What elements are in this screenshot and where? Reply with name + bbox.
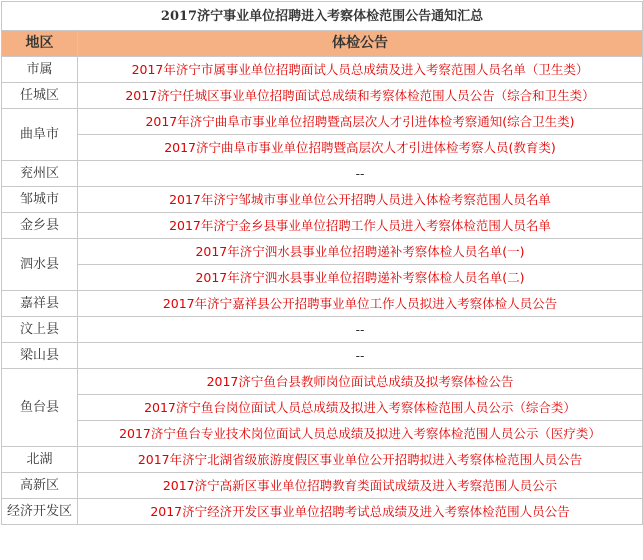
notice-empty-cell: --	[78, 317, 643, 343]
header-row	[2, 31, 643, 57]
region-cell: 邹城市	[2, 187, 78, 213]
table-title: 2017济宁事业单位招聘进入考察体检范围公告通知汇总	[2, 2, 643, 31]
notice-cell	[78, 213, 643, 239]
notice-link[interactable]: 2017年济宁曲阜市事业单位招聘暨高层次人才引进体检考察通知(综合卫生类)	[145, 114, 575, 129]
notice-cell	[78, 473, 643, 499]
table-row	[2, 109, 643, 135]
table-row	[2, 447, 643, 473]
region-cell: 市属	[2, 57, 78, 83]
table-row	[2, 83, 643, 109]
notice-empty-cell: --	[78, 161, 643, 187]
table-row	[2, 265, 643, 291]
table-row	[2, 395, 643, 421]
table-row	[2, 317, 643, 343]
region-cell: 兖州区	[2, 161, 78, 187]
page	[0, 1, 643, 560]
region-cell: 汶上县	[2, 317, 78, 343]
notice-cell	[78, 291, 643, 317]
notice-cell	[78, 239, 643, 265]
region-cell: 曲阜市	[2, 109, 78, 161]
notice-link[interactable]: 2017年济宁泗水县事业单位招聘递补考察体检人员名单(二)	[195, 270, 525, 285]
notice-link[interactable]: 2017年济宁金乡县事业单位招聘工作人员进入考察体检范围人员名单	[169, 218, 551, 233]
notice-cell	[78, 83, 643, 109]
notice-link[interactable]: 2017年济宁邹城市事业单位公开招聘人员进入体检考察范围人员名单	[169, 192, 551, 207]
notice-cell	[78, 395, 643, 421]
region-cell: 鱼台县	[2, 369, 78, 447]
notice-link[interactable]: 2017济宁鱼台岗位面试人员总成绩及拟进入考察体检范围人员公示（综合类）	[144, 400, 576, 415]
notice-link[interactable]: 2017济宁经济开发区事业单位招聘考试总成绩及进入考察体检范围人员公告	[150, 504, 570, 519]
notice-link[interactable]: 2017济宁任城区事业单位招聘面试总成绩和考察体检范围人员公告（综合和卫生类）	[125, 88, 595, 103]
notice-link[interactable]: 2017济宁鱼台专业技术岗位面试人员总成绩及拟进入考察体检范围人员公示（医疗类）	[119, 426, 601, 441]
region-cell: 高新区	[2, 473, 78, 499]
notice-cell	[78, 135, 643, 161]
table-row	[2, 161, 643, 187]
notice-link[interactable]: 2017济宁鱼台县教师岗位面试总成绩及拟考察体检公告	[206, 374, 514, 389]
notice-cell	[78, 57, 643, 83]
table-row	[2, 135, 643, 161]
region-header: 地区	[2, 31, 78, 57]
notice-cell	[78, 447, 643, 473]
region-cell: 梁山县	[2, 343, 78, 369]
title-row	[2, 2, 643, 31]
notice-cell	[78, 369, 643, 395]
notice-cell	[78, 421, 643, 447]
table-row	[2, 369, 643, 395]
table-row	[2, 343, 643, 369]
table-row	[2, 239, 643, 265]
table-row	[2, 499, 643, 525]
region-cell: 任城区	[2, 83, 78, 109]
notice-cell	[78, 265, 643, 291]
region-cell: 金乡县	[2, 213, 78, 239]
region-cell: 北湖	[2, 447, 78, 473]
notice-empty-cell: --	[78, 343, 643, 369]
table-row	[2, 187, 643, 213]
region-cell: 经济开发区	[2, 499, 78, 525]
table-row	[2, 213, 643, 239]
table-row	[2, 421, 643, 447]
notice-link[interactable]: 2017年济宁市属事业单位招聘面试人员总成绩及进入考察范围人员名单（卫生类）	[131, 62, 589, 77]
notice-link[interactable]: 2017年济宁嘉祥县公开招聘事业单位工作人员拟进入考察体检人员公告	[162, 296, 558, 311]
table-row	[2, 473, 643, 499]
summary-table	[1, 1, 643, 525]
notice-link[interactable]: 2017济宁曲阜市事业单位招聘暨高层次人才引进体检考察人员(教育类)	[164, 140, 556, 155]
notice-header: 体检公告	[78, 31, 643, 57]
notice-link[interactable]: 2017年济宁泗水县事业单位招聘递补考察体检人员名单(一)	[195, 244, 525, 259]
table-row	[2, 57, 643, 83]
table-body	[2, 57, 643, 525]
notice-link[interactable]: 2017济宁高新区事业单位招聘教育类面试成绩及进入考察范围人员公示	[162, 478, 558, 493]
notice-link[interactable]: 2017年济宁北湖省级旅游度假区事业单位公开招聘拟进入考察体检范围人员公告	[137, 452, 583, 467]
table-row	[2, 291, 643, 317]
notice-cell	[78, 187, 643, 213]
region-cell: 泗水县	[2, 239, 78, 291]
region-cell: 嘉祥县	[2, 291, 78, 317]
notice-cell	[78, 109, 643, 135]
notice-cell	[78, 499, 643, 525]
